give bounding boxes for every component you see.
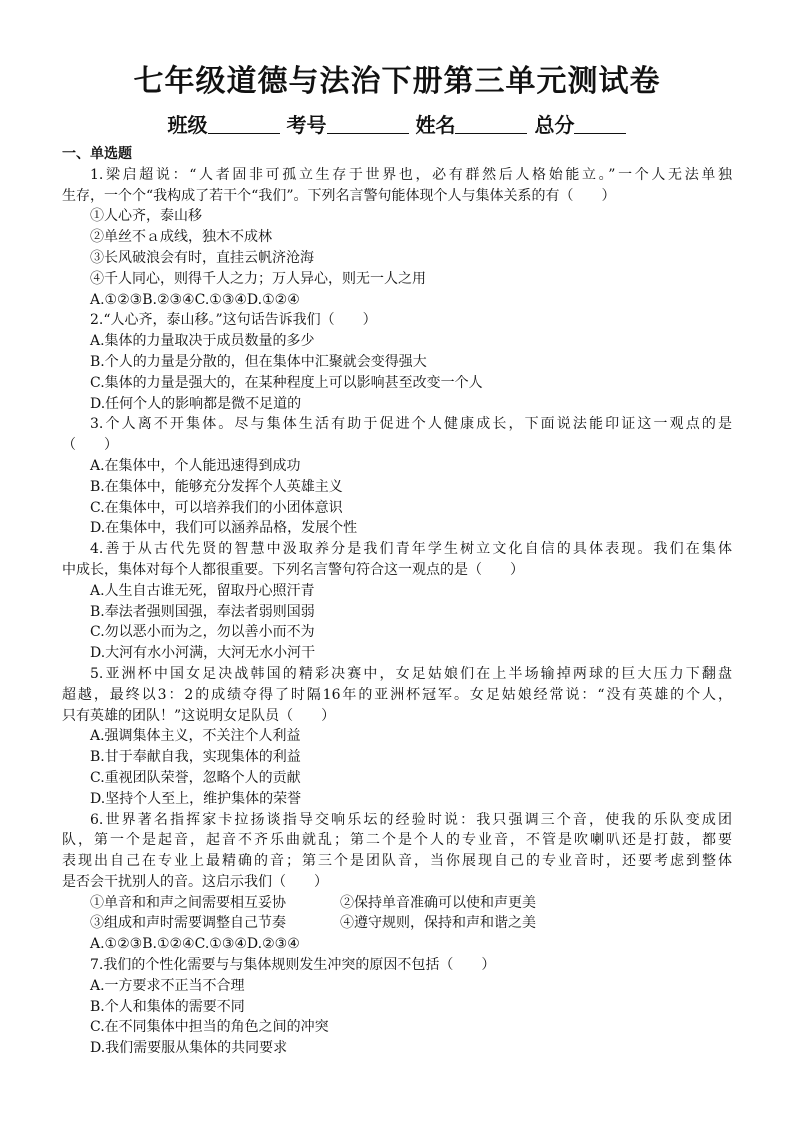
q2-option-d: D.任何个人的影响都是微不足道的: [90, 395, 302, 412]
q6-statement: ②保持单音准确可以使和声更美: [340, 894, 536, 911]
student-info-line: [0, 112, 794, 138]
name-label: 姓名: [415, 113, 456, 137]
q1-statement: ③长风破浪会有时，直挂云帆济沧海: [90, 249, 314, 266]
q4-option-b: B.奉法者强则国强，奉法者弱则国弱: [90, 603, 315, 620]
q6-stem-line: 表现出自己在专业上最精确的音；第三个是团队音，当你展现自己的专业音时，还要考虑到整体: [62, 853, 732, 870]
q4-option-c: C.勿以恶小而为之，勿以善小而不为: [90, 624, 315, 641]
name-blank: [455, 113, 527, 134]
q1-statement: ④千人同心，则得千人之力；万人异心，则无一人之用: [90, 270, 426, 287]
question-body: [62, 144, 732, 1059]
q3-option-b: B.在集体中，能够充分发挥个人英雄主义: [90, 478, 343, 495]
q6-statement-row: [62, 913, 732, 934]
q5-stem-line: 只有英雄的团队！”这说明女足队员（ ）: [62, 707, 336, 724]
q4-stem-line: 4.善于从古代先贤的智慧中汲取养分是我们青年学生树立文化自信的具体表现。我们在集体: [90, 541, 732, 558]
q4-option-d: D.大河有水小河满，大河无水小河干: [90, 645, 316, 662]
q2-option-a: A.集体的力量取决于成员数量的多少: [90, 333, 315, 350]
q2-option-b: B.个人的力量是分散的，但在集体中汇聚就会变得强大: [90, 353, 427, 370]
q1-statement: ①人心齐，泰山移: [90, 208, 202, 225]
q1-statement: ②单丝不ａ成线，独木不成林: [90, 229, 272, 246]
q5-option-d: D.坚持个人至上，维护集体的荣誉: [90, 790, 302, 807]
q6-choices: A.①②③B.①②④C.①③④D.②③④: [90, 936, 300, 953]
section-title: 一、单选题: [62, 146, 132, 162]
exam-no-label: 考号: [286, 113, 327, 137]
class-blank: [208, 113, 280, 134]
q2-stem: 2.“人心齐，泰山移。”这句话告诉我们（ ）: [90, 312, 377, 329]
score-label: 总分: [534, 113, 575, 137]
q7-option-c: C.在不同集体中担当的角色之间的冲突: [90, 1019, 329, 1036]
q3-stem-line: （ ）: [62, 437, 118, 454]
q5-option-b: B.甘于奉献自我，实现集体的利益: [90, 749, 301, 766]
q5-stem-line: 超越，最终以3：2的成绩夺得了时隔16年的亚洲杯冠军。女足姑娘经常说：“没有英雄的个人，: [62, 686, 732, 703]
q6-statement-row: [62, 893, 732, 914]
q5-stem-line: 5.亚洲杯中国女足决战韩国的精彩决赛中，女足姑娘们在上半场输掉两球的巨大压力下翻盘: [90, 665, 732, 682]
q7-option-b: B.个人和集体的需要不同: [90, 998, 245, 1015]
q3-option-d: D.在集体中，我们可以涵养品格，发展个性: [90, 520, 358, 537]
q3-option-c: C.在集体中，可以培养我们的小团体意识: [90, 499, 343, 516]
q4-stem-line: 中成长，集体对每个人都很重要。下列名言警句符合这一观点的是（ ）: [62, 561, 524, 578]
q6-stem-line: 队，第一个是起音，起音不齐乐曲就乱；第二个是个人的专业音，不管是吹喇叭还是打鼓，都要: [62, 832, 732, 849]
score-blank: [574, 113, 626, 134]
exam-no-blank: [327, 113, 409, 134]
q6-statement: ①单音和和声之间需要相互妥协: [90, 894, 286, 911]
class-label: 班级: [167, 113, 208, 137]
q6-stem-line: 6.世界著名指挥家卡拉扬谈指导交响乐坛的经验时说：我只强调三个音，使我的乐队变成团: [90, 811, 732, 828]
q3-option-a: A.在集体中，个人能迅速得到成功: [90, 457, 301, 474]
q1-stem-line: 生存，一个个“我构成了若干个“我们”。下列名言警句能体现个人与集体关系的有（ ）: [62, 187, 616, 204]
q1-choices: A.①②③B.②③④C.①③④D.①②④: [90, 291, 300, 308]
q2-option-c: C.集体的力量是强大的，在某种程度上可以影响甚至改变一个人: [90, 374, 483, 391]
q1-stem-line: 1.梁启超说：“人者固非可孤立生存于世界也，必有群然后人格始能立。”一个人无法单独: [90, 166, 732, 183]
q5-option-c: C.重视团队荣誉，忽略个人的贡献: [90, 769, 301, 786]
q7-stem: 7.我们的个性化需要与与集体规则发生冲突的原因不包括（ ）: [90, 957, 496, 974]
q6-statement: ③组成和声时需要调整自己节奏: [90, 915, 286, 932]
q7-option-d: D.我们需要服从集体的共同要求: [90, 1040, 288, 1057]
q3-stem-line: 3.个人离不开集体。尽与集体生活有助于促进个人健康成长，下面说法能印证这一观点的是: [90, 416, 732, 433]
page-title: 七年级道德与法治下册第三单元测试卷: [133, 64, 661, 99]
q6-statement: ④遵守规则，保持和声和谐之美: [340, 915, 536, 932]
q5-option-a: A.强调集体主义，不关注个人利益: [90, 728, 301, 745]
q6-stem-line: 是否会干扰别人的音。这启示我们（ ）: [62, 873, 328, 890]
q4-option-a: A.人生自古谁无死，留取丹心照汗青: [90, 582, 315, 599]
q7-option-a: A.一方要求不正当不合理: [90, 977, 245, 994]
